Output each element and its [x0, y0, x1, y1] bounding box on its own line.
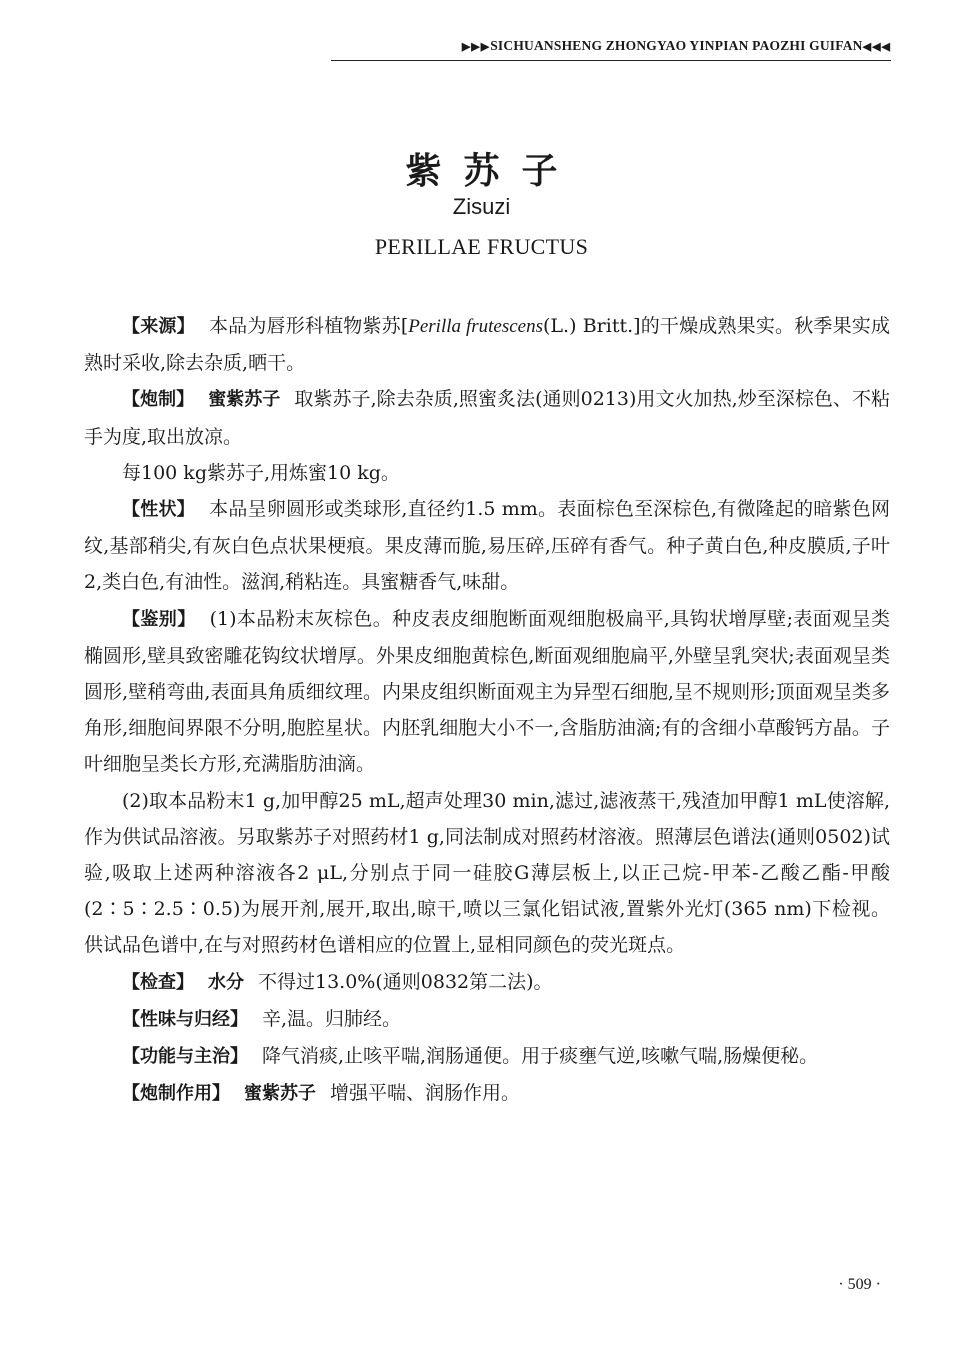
inspection-paragraph — [84, 964, 890, 1001]
identification-text-1: (1)本品粉末灰棕色。种皮表皮细胞断面观细胞极扁平,具钩状增厚壁;表面观呈类椭圆形,壁具致密雕花钩纹状增厚。外果皮细胞黄棕色,断面观细胞扁平,外壁呈乳突状;表面观呈类圆形,壁稍弯曲,表面具角质细纹理。内果皮组织断面观主为异型石细胞,呈不规则形;顶面观呈类多角形,细胞间界限不分明,胞腔星状。内胚乳细胞大小不一,含脂肪油滴;有的含细小草酸钙方晶。子叶细胞呈类长方形,充满脂肪油滴。 — [84, 607, 891, 776]
species-name: Perilla frutescens — [408, 316, 543, 337]
inspection-text: 不得过13.0%(通则0832第二法)。 — [258, 970, 553, 993]
processing-paragraph — [84, 381, 890, 454]
page-title: 紫苏子 — [405, 150, 580, 192]
section-heading-description: 【性状】 — [122, 499, 195, 521]
pinyin-name: Zisuzi — [452, 194, 511, 219]
section-heading-source: 【来源】 — [122, 316, 195, 337]
processing-text: 取紫苏子,除去杂质,照蜜炙法(通则0213)用文火加热,炒至深棕色、不粘手为度,取出放凉。 — [84, 388, 891, 448]
processing-effect-paragraph — [84, 1075, 890, 1112]
description-text: 本品呈卵圆形或类球形,直径约1.5 mm。表面棕色至深棕色,有微隆起的暗紫色网纹,基部稍尖,有灰白色点状果梗痕。果皮薄而脆,易压碎,压碎有香气。种子黄白色,种皮膜质,子叶2,类白色,有油性。滋润,稍粘连。具蜜糖香气,味甜。 — [84, 498, 891, 594]
running-head — [331, 38, 891, 61]
nature-text: 辛,温。归肺经。 — [262, 1007, 402, 1030]
source-text-before: 本品为唇形科植物紫苏[ — [208, 315, 409, 337]
identification-paragraph-2: (2)取本品粉末1 g,加甲醇25 mL,超声处理30 min,滤过,滤液蒸干,残渣加甲醇1 mL使溶解,作为供试品溶液。另取紫苏子对照药材1 g,同法制成对照药材溶液。照薄层色谱法(通则0502)试验,吸取上述两种溶液各2 μL,分别点于同一硅胶G薄层板上,以正己烷-甲苯-乙酸乙酯-甲酸(2∶5∶2.5∶0.5)为展开剂,展开,取出,晾干,喷以三氯化铝试液,置紫外光灯(365 nm)下检视。供试品色谱中,在与对照药材色谱相应的位置上,显相同颜色的荧光斑点。 — [84, 789, 890, 957]
section-heading-identification: 【鉴别】 — [122, 608, 196, 630]
nature-paragraph — [84, 1001, 890, 1038]
functions-paragraph — [84, 1038, 890, 1075]
processing-effect-subheading: 蜜紫苏子 — [244, 1083, 316, 1105]
description-paragraph — [84, 491, 890, 601]
section-heading-processing: 【炮制】 — [122, 389, 195, 411]
functions-text: 降气消痰,止咳平喘,润肠通便。用于痰壅气逆,咳嗽气喘,肠燥便秘。 — [262, 1045, 819, 1068]
section-heading-processing-effect: 【炮制作用】 — [122, 1083, 230, 1105]
inspection-subheading: 水分 — [208, 971, 244, 993]
source-paragraph — [84, 308, 890, 381]
processing-effect-text: 增强平喘、润肠作用。 — [330, 1082, 521, 1105]
section-heading-functions: 【功能与主治】 — [122, 1046, 248, 1068]
source-text-after: (L.) Britt.]的干燥成熟果实。秋季果实成熟时采收,除去杂质,晒干。 — [84, 315, 890, 375]
identification-paragraph-1 — [84, 601, 890, 783]
processing-subheading: 蜜紫苏子 — [208, 389, 281, 411]
latin-name: PERILLAE FRUCTUS — [374, 234, 589, 259]
arrow-left-icon: ◀◀◀ — [862, 41, 891, 53]
running-head-text: SICHUANSHENG ZHONGYAO YINPIAN PAOZHI GUIFAN — [490, 38, 863, 53]
section-heading-inspection: 【检查】 — [122, 971, 194, 993]
page-number: · 509 · — [838, 1276, 881, 1293]
processing-note: 每100 kg紫苏子,用炼蜜10 kg。 — [122, 461, 400, 484]
section-heading-nature: 【性味与归经】 — [122, 1008, 248, 1030]
arrow-right-icon: ▶▶▶ — [461, 41, 491, 53]
monograph-body — [84, 308, 890, 1112]
